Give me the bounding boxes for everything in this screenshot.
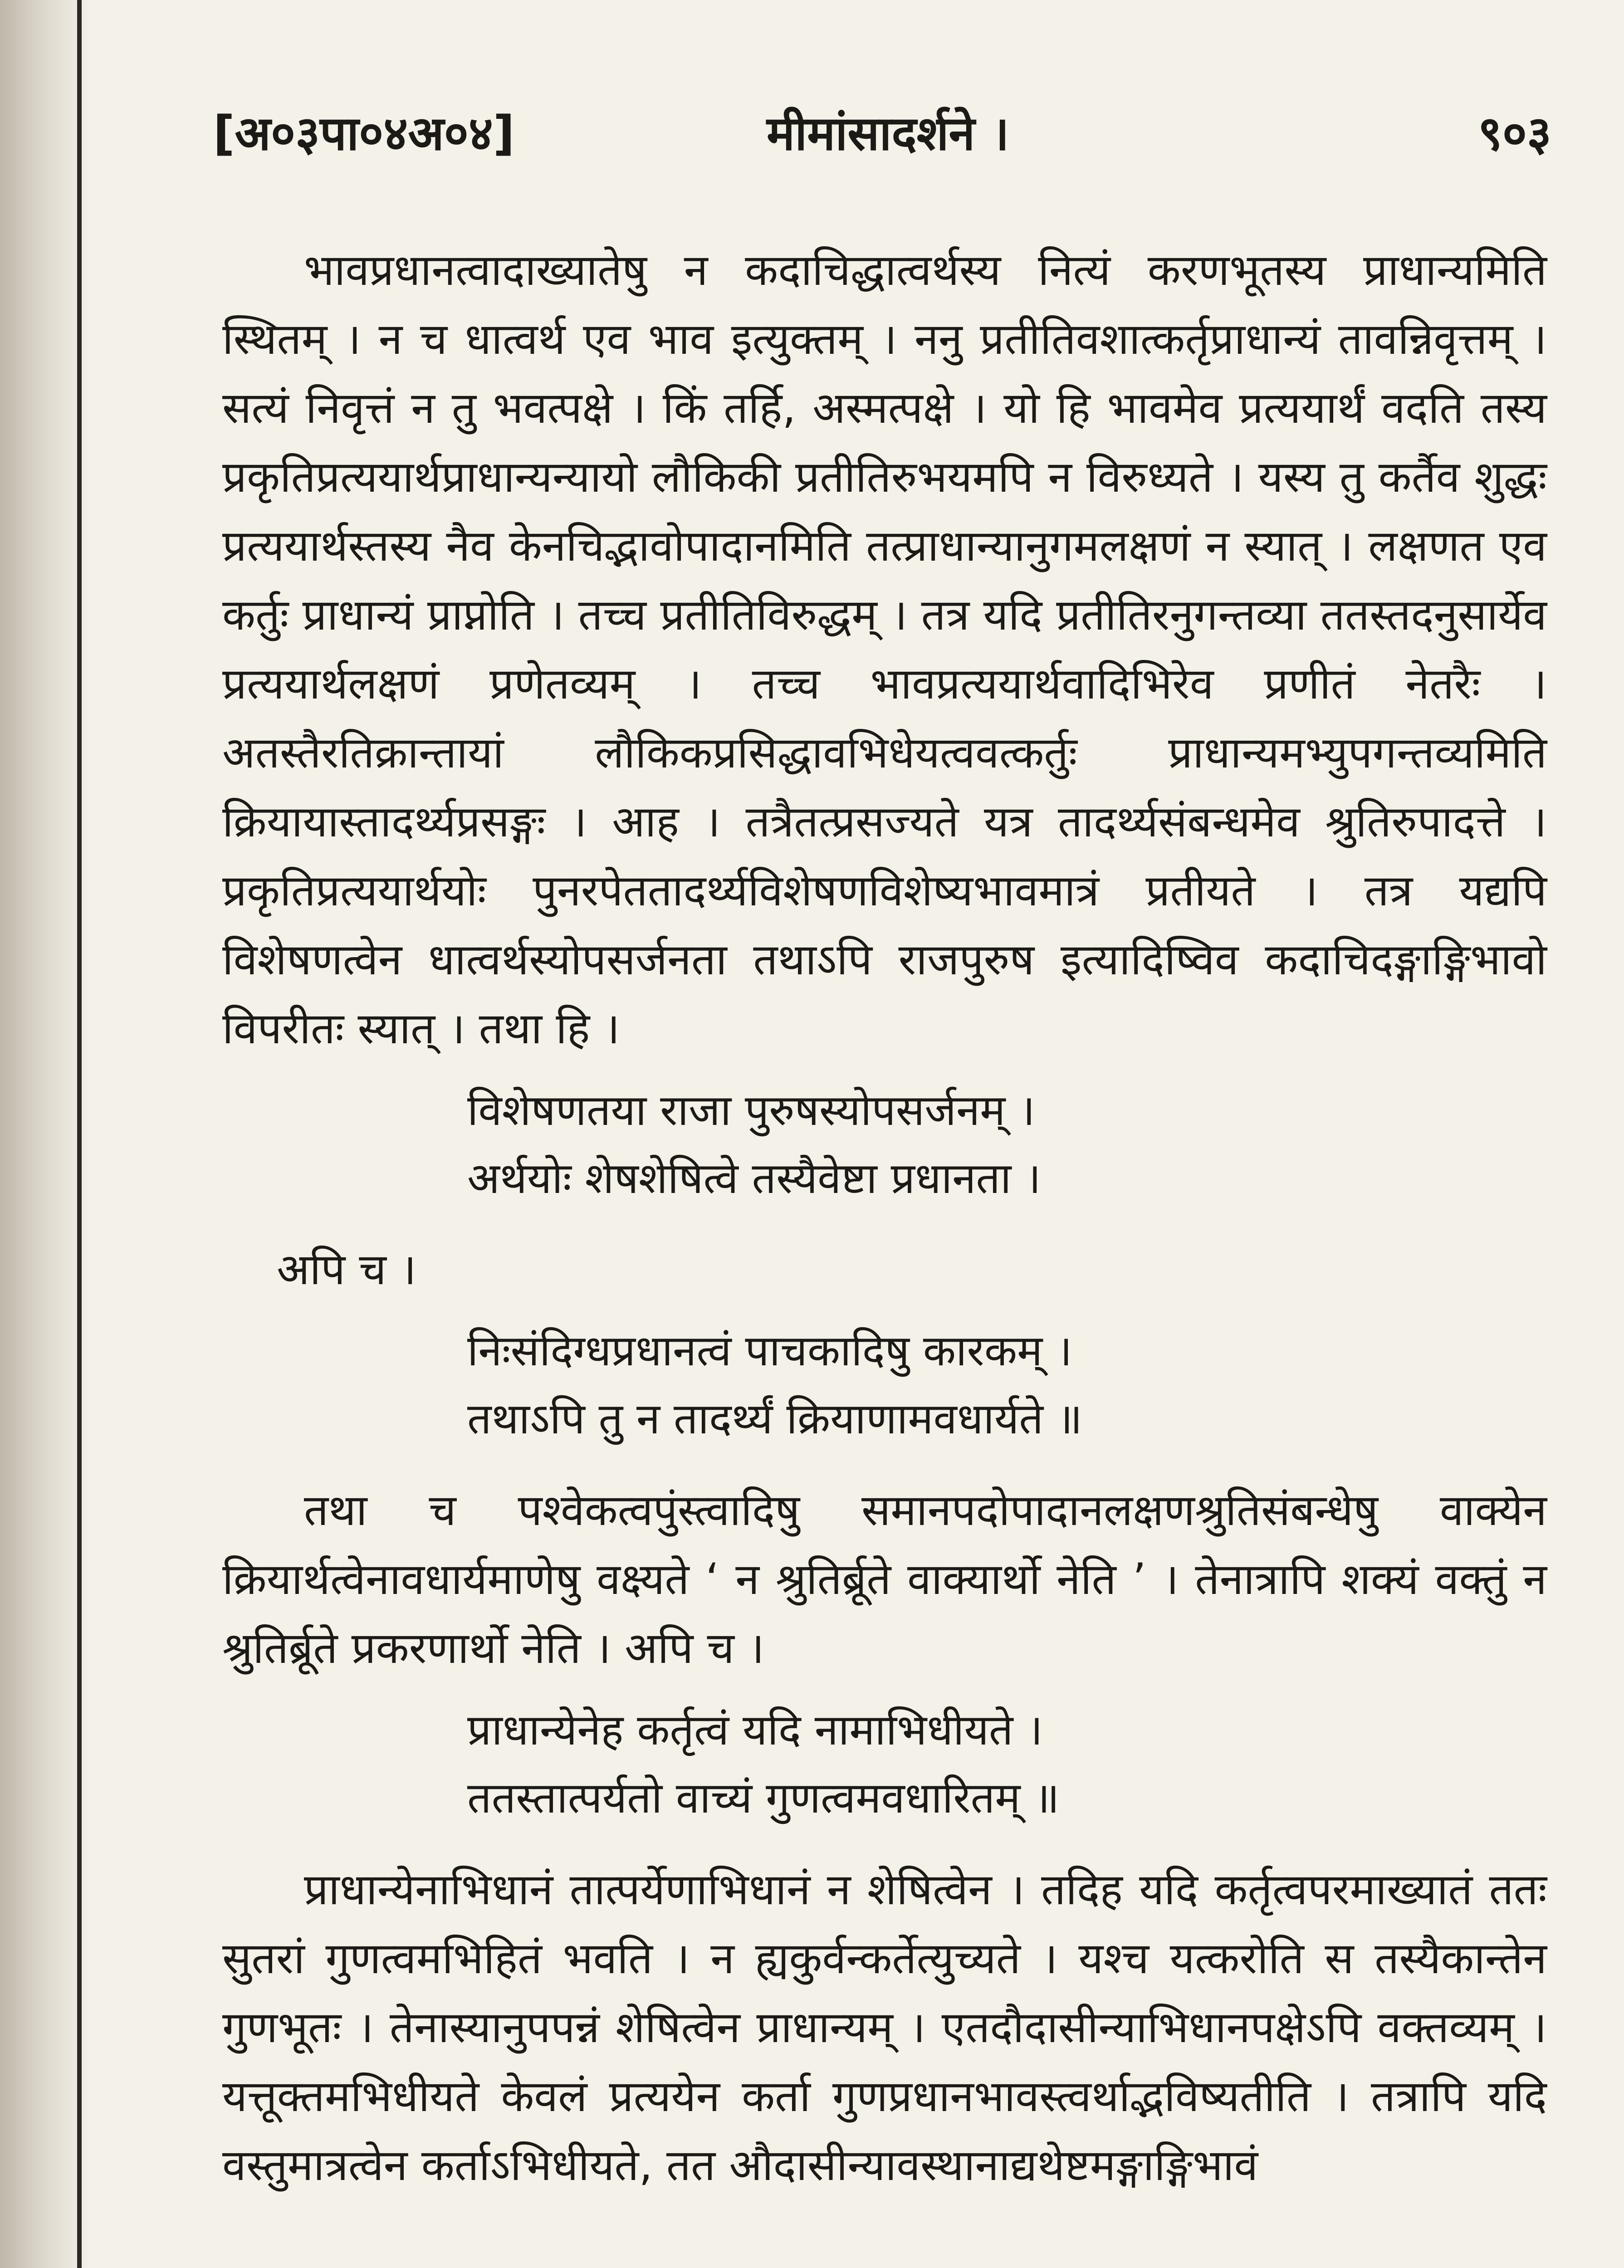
margin-rule xyxy=(77,0,82,2268)
section-reference: [अ०३पा०४अ०४] xyxy=(213,106,515,161)
page-title: मीमांसादर्शने । xyxy=(767,106,1009,161)
verse-line: निःसंदिग्धप्रधानत्वं पाचकादिषु कारकम् । xyxy=(467,1326,1072,1376)
running-head xyxy=(213,100,1551,181)
prose-block-2 xyxy=(222,1476,1547,1683)
verse-line: विशेषणतया राजा पुरुषस्योपसर्जनम् । xyxy=(467,1086,1035,1135)
api-ca: अपि च । xyxy=(277,1245,416,1295)
verse-line: तथाऽपि तु न तादर्थ्यं क्रियाणामवधार्यते ॥ xyxy=(467,1394,1083,1444)
paragraph-3: प्राधान्येनाभिधानं तात्पर्येणाभिधानं न शेषित्वेन । तदिह यदि कर्तृत्वपरमाख्यातं ततः सुतरां गुणत्वमभिहितं भवति । न ह्यकुर्वन्कर्तेत्युच्यते । यश्च यत्करोति स तस्यैकान्तेन गुणभूतः । तेनास्यानुपपन्नं शेषित्वेन प्राधान्यम् । एतदौदासीन्याभिधानपक्षेऽपि वक्तव्यम् । यत्तूक्तमभिधीयते केवलं प्रत्ययेन कर्ता गुणप्रधानभावस्त्वर्थाद्भविष्यतीति । तत्रापि यदि वस्तुमात्रत्वेन कर्ताऽभिधीयते, तत औदासीन्यावस्थानाद्यथेष्टमङ्गाङ्गिभावं xyxy=(222,1865,1547,2190)
page-number: ९०३ xyxy=(1477,106,1551,161)
verse-line: अर्थयोः शेषशेषित्वे तस्यैवेष्टा प्रधानता । xyxy=(467,1154,1041,1203)
body-text xyxy=(222,236,1547,2214)
verse-line: ततस्तात्पर्यतो वाच्यं गुणत्वमवधारितम् ॥ xyxy=(467,1774,1060,1823)
verse-1 xyxy=(467,1077,1547,1213)
paragraph-2: तथा च पश्वेकत्वपुंस्त्वादिषु समानपदोपादानलक्षणश्रुतिसंबन्धेषु वाक्येन क्रियार्थत्वेनावधार्यमाणेषु वक्ष्यते ‘ न श्रुतिर्ब्रूते वाक्यार्थो नेति ’ । तेनात्रापि शक्यं वक्तुं न श्रुतिर्ब्रूते प्रकरणार्थो नेति । अपि च । xyxy=(222,1486,1547,1673)
verse-3 xyxy=(467,1696,1547,1833)
verse-2 xyxy=(467,1317,1547,1453)
prose-block-3 xyxy=(222,1855,1547,2200)
paragraph-1: भावप्रधानत्वादाख्यातेषु न कदाचिद्धात्वर्थस्य नित्यं करणभूतस्य प्राधान्यमिति स्थितम् । न च धात्वर्थ एव भाव इत्युक्तम् । ननु प्रतीतिवशात्कर्तृप्राधान्यं तावन्निवृत्तम् । सत्यं निवृत्तं न तु भवत्पक्षे । किं तर्हि, अस्मत्पक्षे । यो हि भावमेव प्रत्ययार्थं वदति तस्य प्रकृतिप्रत्ययार्थप्राधान्यन्यायो लौकिकी प्रतीतिरुभयमपि न विरुध्यते । यस्य तु कर्तैव शुद्धः प्रत्ययार्थस्तस्य नैव केनचिद्भावोपादानमिति तत्प्राधान्यानुगमलक्षणं न स्यात् । लक्षणत एव कर्तुः प्राधान्यं प्राप्नोति । तच्च प्रतीतिविरुद्धम् । तत्र यदि प्रतीतिरनुगन्तव्या ततस्तदनुसार्येव प्रत्ययार्थलक्षणं प्रणेतव्यम् । तच्च भावप्रत्ययार्थवादिभिरेव प्रणीतं नेतरैः । अतस्तैरतिक्रान्तायां लौकिकप्रसिद्धावभिधेयत्ववत्कर्तुः प्राधान्यमभ्युपगन्तव्यमिति क्रियायास्तादर्थ्यप्रसङ्गः । आह । तत्रैतत्प्रसज्यते यत्र तादर्थ्यसंबन्धमेव श्रुतिरुपादत्ते । प्रकृतिप्रत्ययार्थयोः पुनरपेततादर्थ्यविशेषणविशेष्यभावमात्रं प्रतीयते । तत्र यद्यपि विशेषणत्वेन धात्वर्थस्योपसर्जनता तथाऽपि राजपुरुष इत्यादिष्विव कदाचिदङ्गाङ्गिभावो विपरीतः स्यात् । तथा हि । xyxy=(222,245,1547,1054)
verse-line: प्राधान्येनेह कर्तृत्वं यदि नामाभिधीयते । xyxy=(467,1706,1043,1755)
prose-block-1 xyxy=(222,236,1547,1063)
